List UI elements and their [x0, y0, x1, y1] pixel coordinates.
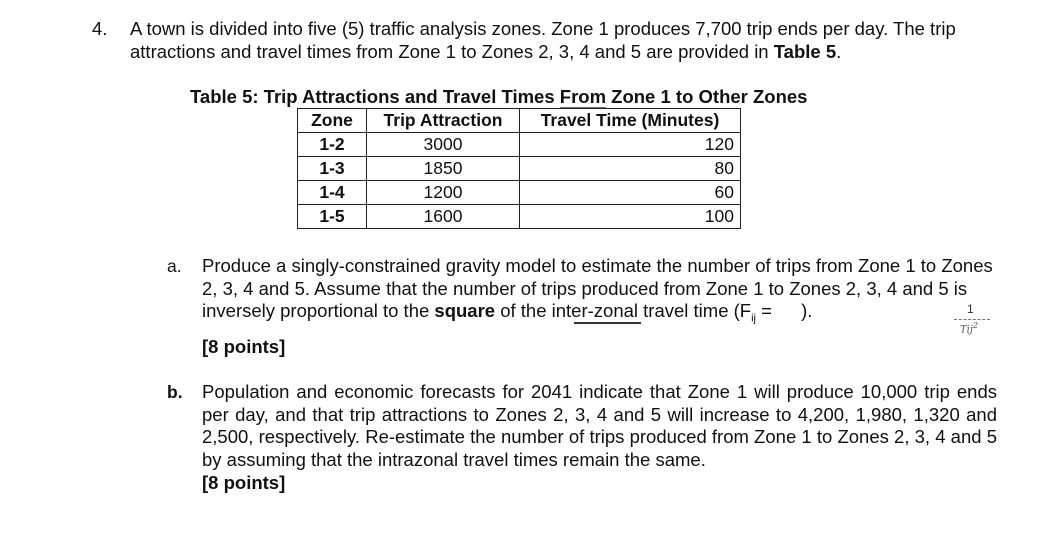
table-row — [298, 133, 741, 157]
cell-attraction: 1600 — [367, 205, 520, 229]
cell-time: 60 — [520, 181, 741, 205]
trip-attraction-table — [297, 108, 741, 229]
square-underline — [574, 322, 641, 324]
cell-zone: 1-3 — [298, 157, 367, 181]
fraction-exponent: 2 — [972, 321, 979, 330]
fraction-denominator — [960, 321, 978, 335]
part-a-equals: = — [755, 300, 778, 321]
part-a-body-cont: of the inter-zonal travel time (F — [495, 300, 752, 321]
fraction-formula — [952, 302, 994, 338]
part-a-square-word: square — [434, 300, 496, 321]
part-a-closing: ). — [801, 300, 813, 321]
part-a-body: Produce a singly-constrained gravity model to estimate the number of trips from Zone 1 to Zones 2, 3, 4 and 5. Assume that the number of trips produced from Zone 1 to Zones 2, 3, 4 and 5 is inversely proportional to the — [202, 255, 993, 321]
cell-zone: 1-2 — [298, 133, 367, 157]
cell-time: 100 — [520, 205, 741, 229]
table-row — [298, 205, 741, 229]
question-text-body: A town is divided into five (5) traffic analysis zones. Zone 1 produces 7,700 trip ends per day. The trip attractions and travel times from Zone 1 to Zones 2, 3, 4 and 5 are provided in — [130, 18, 956, 62]
part-b-label: b. — [167, 382, 183, 402]
part-b-points: [8 points] — [202, 472, 286, 493]
part-a-subscript: ij — [751, 312, 756, 325]
table-title-start: Table 5: Trip Attractions and Travel Times — [190, 86, 560, 107]
table-row — [298, 181, 741, 205]
cell-time: 80 — [520, 157, 741, 181]
part-a-points: [8 points] — [202, 336, 286, 357]
cell-attraction: 1200 — [367, 181, 520, 205]
cell-attraction: 3000 — [367, 133, 520, 157]
table-title-end: Zone 1 to Other Zones — [606, 86, 808, 107]
part-a-label: a. — [167, 256, 182, 276]
question-number: 4. — [92, 18, 108, 39]
header-trip-attraction: Trip Attraction — [367, 109, 520, 133]
fraction-numerator: 1 — [967, 302, 974, 316]
part-a-text — [202, 255, 997, 330]
table-header-row — [298, 109, 741, 133]
question-text — [130, 17, 1030, 63]
cell-time: 120 — [520, 133, 741, 157]
header-travel-time: Travel Time (Minutes) — [520, 109, 741, 133]
table-title-from: From — [559, 86, 607, 107]
cell-zone: 1-5 — [298, 205, 367, 229]
question-text-end: . — [836, 41, 842, 62]
table-title — [190, 86, 807, 108]
header-zone: Zone — [298, 109, 367, 133]
cell-attraction: 1850 — [367, 157, 520, 181]
fraction-denominator-base: Tij — [960, 324, 973, 336]
table-reference: Table 5 — [773, 41, 837, 62]
part-b-text: Population and economic forecasts for 2041 indicate that Zone 1 will produce 10,000 trip ends per day, and that trip attractions to Zones 2, 3, 4 and 5 will increase to 4,200, 1,980, 1,320 and 2,500, respectively. Re-estimate the number of trips produced from Zone 1 to Zones 2, 3, 4 and 5 by assuming that the intrazonal travel times remain the same. — [202, 381, 997, 470]
table-row — [298, 157, 741, 181]
cell-zone: 1-4 — [298, 181, 367, 205]
